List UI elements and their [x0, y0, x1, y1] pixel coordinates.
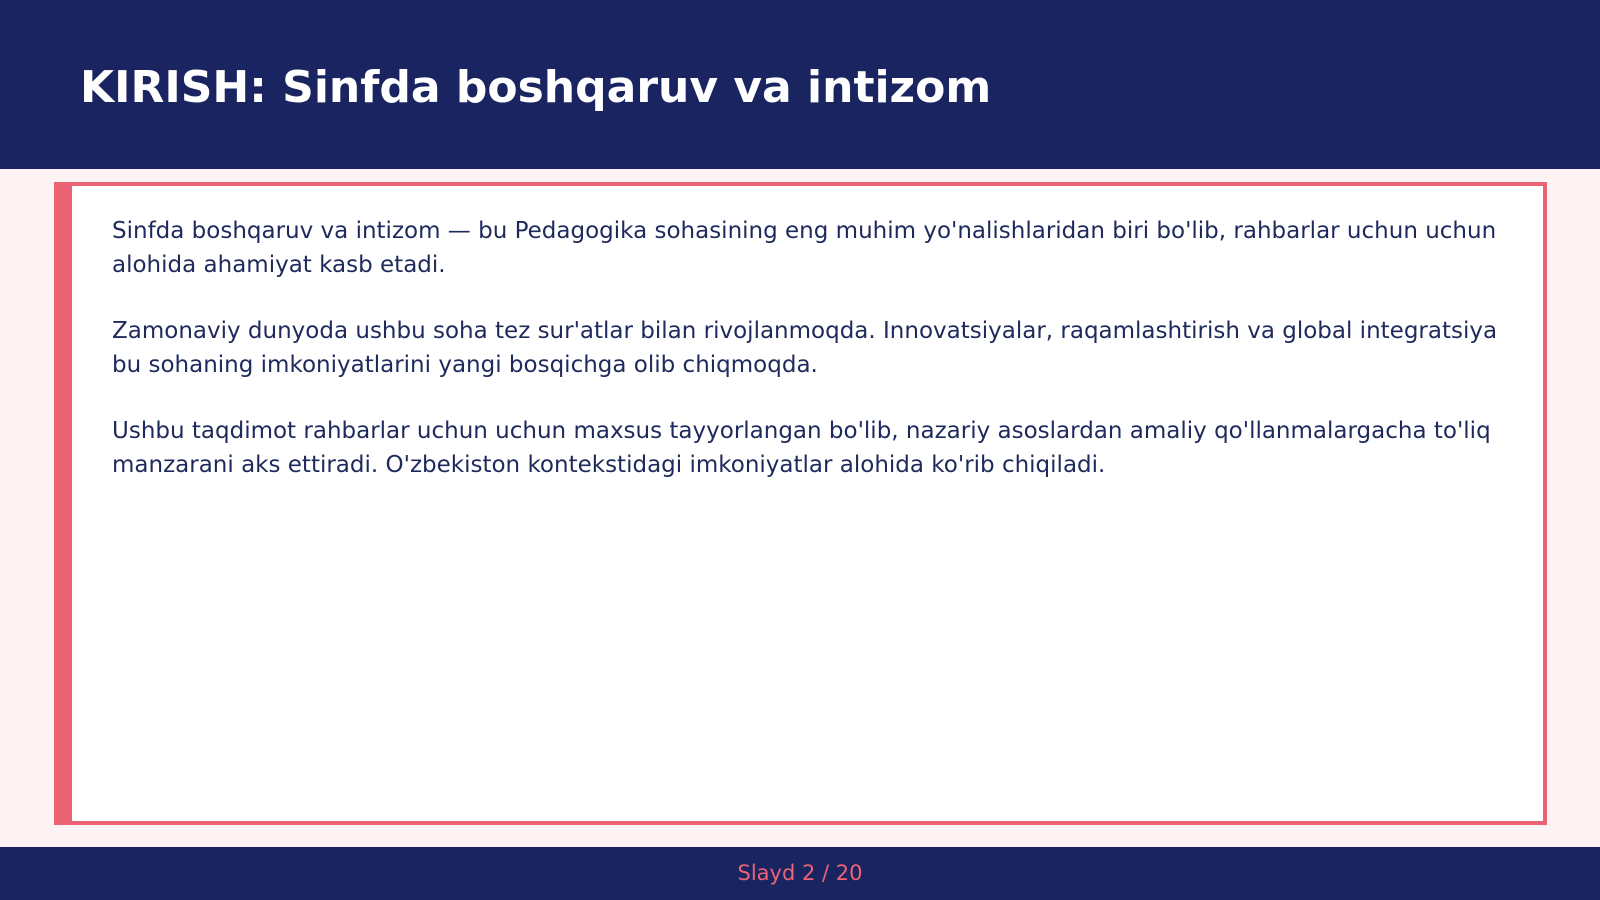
paragraph-modern-world: Zamonaviy dunyoda ushbu soha tez sur'atlar bilan rivojlanmoqda. Innovatsiyalar, raqamlashtirish va global integratsiya bu sohaning imkoniyatlarini yangi bosqichga olib chiqmoqda. — [112, 318, 1498, 378]
content-box — [54, 182, 1547, 825]
slide-title: KIRISH: Sinfda boshqaruv va intizom — [80, 62, 992, 113]
slide-number: Slayd 2 / 20 — [737, 861, 863, 885]
slide-header — [0, 0, 1600, 169]
paragraph-presentation-purpose: Ushbu taqdimot rahbarlar uchun uchun maxsus tayyorlangan bo'lib, nazariy asoslardan amaliy qo'llanmalargacha to'liq manzarani aks ettiradi. O'zbekiston kontekstidagi imkoniyatlar alohida ko'rib chiqiladi. — [112, 418, 1491, 478]
content-text — [112, 214, 1512, 514]
slide-footer — [0, 847, 1600, 900]
paragraph-intro: Sinfda boshqaruv va intizom — bu Pedagogika sohasining eng muhim yo'nalishlaridan biri bo'lib, rahbarlar uchun uchun alohida ahamiyat kasb etadi. — [112, 218, 1497, 278]
